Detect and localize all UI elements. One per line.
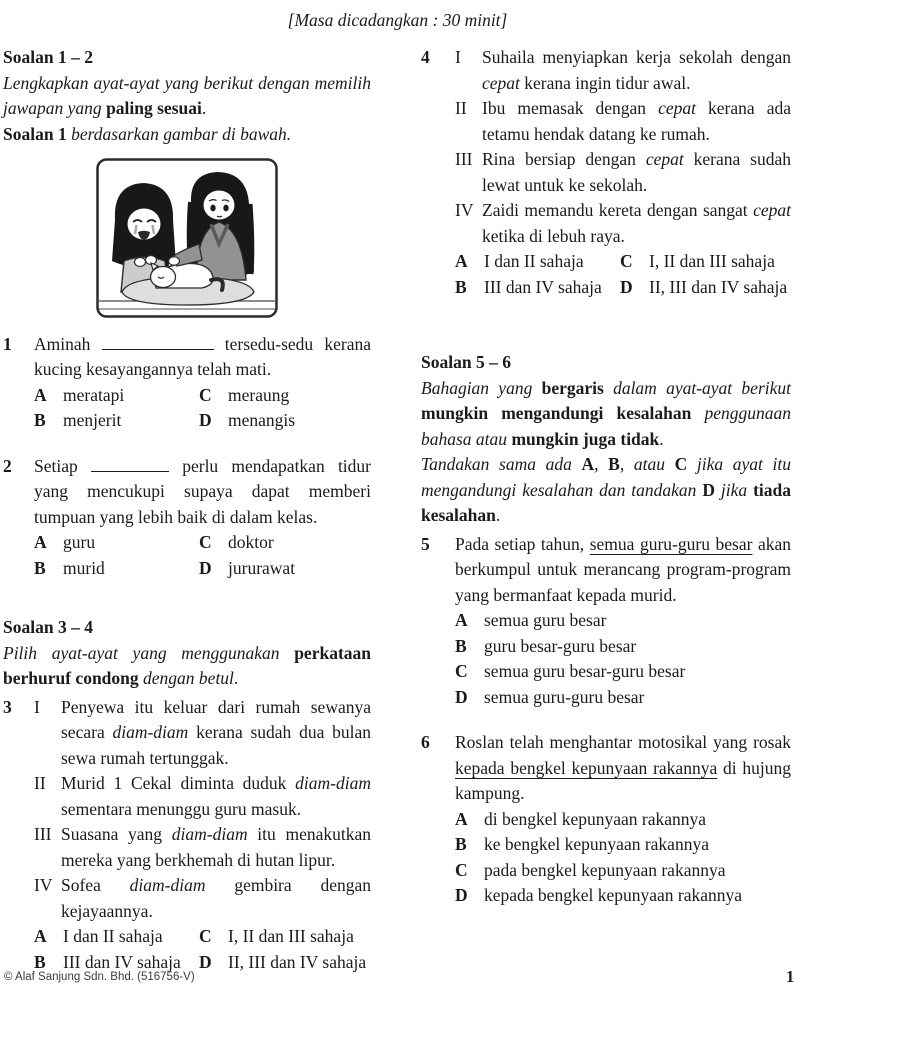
options-group <box>455 608 791 710</box>
question-number: 1 <box>3 333 12 354</box>
text-segment: Aminah <box>34 333 102 354</box>
text-segment: dengan betul <box>143 668 234 688</box>
statement-numeral: II <box>455 98 467 118</box>
statement-IV <box>34 873 371 924</box>
statement-text <box>482 198 791 249</box>
option-D <box>199 556 371 582</box>
instruction-text <box>3 122 371 148</box>
option-text: I, II dan III sahaja <box>649 251 775 271</box>
text-segment: Sofea <box>61 875 130 895</box>
option-text: III dan IV sahaja <box>63 951 181 972</box>
option-letter: C <box>620 251 633 271</box>
option-letter: B <box>455 276 467 297</box>
text-segment: di hujung kampung. <box>455 757 791 803</box>
option-A <box>34 530 199 556</box>
statement-numeral: I <box>34 696 40 717</box>
option-C <box>455 858 791 884</box>
text-segment: diam-diam <box>129 875 206 895</box>
question-1 <box>3 332 371 434</box>
text-segment: A <box>581 454 595 474</box>
text-segment: Suasana yang <box>61 824 172 844</box>
answer-blank <box>91 459 169 472</box>
option-C <box>199 383 371 409</box>
text-segment: kerana ingin tidur awal. <box>519 72 691 93</box>
option-letter: D <box>455 885 468 905</box>
option-C <box>620 249 791 275</box>
options-group <box>455 807 791 909</box>
instruction-text <box>421 452 791 529</box>
text-segment: Pada setiap tahun, <box>455 533 590 554</box>
instruction-text <box>3 71 371 122</box>
option-text: semua guru besar <box>484 610 607 630</box>
option-A <box>455 249 620 275</box>
option-letter: A <box>34 532 47 552</box>
text-segment: Bahagian yang <box>421 377 542 398</box>
text-segment: tersedu-sedu kerana kucing kesayangannya telah mati. <box>34 333 371 379</box>
option-text: ke bengkel kepunyaan rakannya <box>484 834 709 854</box>
answer-blank <box>102 337 214 350</box>
text-segment: jika ayat itu mengandungi kesalahan dan tandakan <box>421 454 791 500</box>
text-segment: Setiap <box>34 455 91 476</box>
option-text: III dan IV sahaja <box>484 276 602 297</box>
options-group <box>455 249 791 300</box>
statement-text <box>482 45 791 96</box>
text-segment: tiada kesalahan <box>421 479 791 525</box>
underlined-phrase: semua guru-guru besar <box>589 533 753 554</box>
text-segment: cepat <box>482 72 520 93</box>
options-group <box>34 530 371 581</box>
text-segment: ketika di lebuh raya. <box>482 225 625 246</box>
option-letter: C <box>199 384 212 405</box>
text-segment: C <box>674 454 688 474</box>
question-content <box>455 45 791 300</box>
option-text: semua guru-guru besar <box>484 686 645 707</box>
question-4 <box>421 45 791 300</box>
option-D <box>455 883 791 909</box>
option-text: doktor <box>228 532 274 552</box>
statement-III <box>455 147 791 198</box>
option-D <box>455 685 791 711</box>
text-segment: cepat <box>658 98 696 118</box>
question-number: 2 <box>3 455 12 476</box>
option-C <box>455 659 791 685</box>
text-segment: diam-diam <box>295 773 371 793</box>
text-segment: gembira dengan kejayaannya. <box>61 875 371 921</box>
text-segment: dalam ayat-ayat berikut <box>603 377 791 398</box>
text-segment: cepat <box>645 149 684 169</box>
question-3 <box>3 695 371 976</box>
statement-numeral: III <box>455 149 473 169</box>
question-text <box>34 332 371 383</box>
option-text: II, III dan IV sahaja <box>649 276 788 297</box>
option-text: jururawat <box>228 557 296 578</box>
section-title: Soalan 3 – 4 <box>3 617 93 637</box>
option-text: menjerit <box>63 410 122 430</box>
option-text: menangis <box>228 410 296 430</box>
text-segment: . <box>495 505 501 525</box>
text-segment: paling sesuai <box>106 98 202 118</box>
text-segment: kerana ada tetamu hendak datang ke rumah. <box>482 98 792 144</box>
option-letter: A <box>455 808 468 829</box>
text-segment: . <box>659 428 664 449</box>
text-segment: Roslan telah menghantar motosikal yang rosak <box>455 732 791 752</box>
page-number: 1 <box>786 967 795 986</box>
option-letter: D <box>455 686 468 707</box>
option-letter: B <box>34 410 46 430</box>
option-A <box>455 608 791 634</box>
copyright-notice: © Alaf Sanjung Sdn. Bhd. (516756-V) <box>4 971 195 983</box>
option-text: semua guru besar-guru besar <box>484 661 686 681</box>
option-text: I dan II sahaja <box>484 251 584 271</box>
option-text: II, III dan IV sahaja <box>228 951 367 972</box>
text-segment: diam-diam <box>171 824 248 844</box>
text-segment: , atau <box>619 454 675 474</box>
statement-numeral: II <box>34 773 46 793</box>
option-letter: A <box>455 610 468 630</box>
option-A <box>34 383 199 409</box>
statement-numeral: III <box>34 824 52 844</box>
text-segment: itu menakutkan mereka yang berkhemah di hutan lipur. <box>61 824 371 870</box>
question-number: 6 <box>421 732 430 752</box>
option-letter: A <box>34 384 47 405</box>
question-content <box>34 332 371 434</box>
option-letter: A <box>34 926 47 946</box>
statement-text <box>482 96 791 147</box>
text-segment: akan berkumpul untuk merancang program-program yang bermanfaat kepada murid. <box>455 533 791 605</box>
option-text: I, II dan III sahaja <box>228 926 354 946</box>
text-segment: Soalan 1 <box>3 123 72 144</box>
option-A <box>34 924 199 950</box>
text-segment: diam-diam <box>112 722 189 742</box>
question-2 <box>3 454 371 582</box>
text-segment: mungkin mengandungi kesalahan <box>421 403 692 423</box>
time-allowed-header: [Masa dicadangkan : 30 minit] <box>287 10 508 30</box>
question-text <box>455 730 791 807</box>
option-text: guru <box>63 532 96 552</box>
section-title: Soalan 5 – 6 <box>421 352 511 372</box>
instruction-text <box>3 641 371 692</box>
text-segment: Suhaila menyiapkan kerja sekolah dengan <box>482 47 791 67</box>
statement-text <box>61 771 371 822</box>
option-letter: D <box>199 410 212 430</box>
statement-text <box>61 695 371 772</box>
question-number: 4 <box>421 47 430 67</box>
text-segment: jika <box>714 479 754 500</box>
statement-numeral: IV <box>455 200 474 220</box>
option-B <box>34 408 199 434</box>
text-segment: cepat <box>753 200 791 220</box>
option-letter: C <box>455 661 468 681</box>
option-letter: B <box>34 951 46 972</box>
text-segment: perlu mendapatkan tidur yang mencukupi supaya dapat memberi tumpuan yang lebih baik di dalam kelas. <box>34 455 371 527</box>
option-C <box>199 924 371 950</box>
option-B <box>455 275 620 301</box>
text-segment: Ibu memasak dengan <box>482 98 659 118</box>
option-letter: C <box>199 532 212 552</box>
option-B <box>455 634 791 660</box>
underlined-phrase: kepada bengkel kepunyaan rakannya <box>455 757 718 778</box>
question-number: 5 <box>421 533 430 554</box>
text-segment: perkataan berhuruf condong <box>3 642 371 688</box>
option-letter: D <box>620 276 633 297</box>
left-column <box>3 45 371 975</box>
option-letter: D <box>199 557 212 578</box>
text-segment: Murid 1 Cekal diminta duduk <box>61 773 296 793</box>
option-text: I dan II sahaja <box>63 926 163 946</box>
right-column <box>421 45 791 909</box>
question-number: 3 <box>3 696 12 717</box>
option-text: pada bengkel kepunyaan rakannya <box>484 859 726 880</box>
text-segment: Lengkapkan ayat-ayat yang berikut dengan memilih jawapan yang <box>3 72 371 118</box>
text-segment: kerana sudah dua bulan sewa rumah tertunggak. <box>61 722 371 768</box>
option-letter: B <box>455 834 467 854</box>
option-B <box>455 832 791 858</box>
option-letter: A <box>455 251 468 271</box>
instruction-text <box>421 376 791 453</box>
question-content <box>34 695 371 976</box>
question-content <box>455 532 791 711</box>
option-text: murid <box>63 557 105 578</box>
statement-numeral: IV <box>34 875 53 895</box>
option-D <box>620 275 791 301</box>
statement-text <box>482 147 791 198</box>
option-letter: D <box>199 951 212 972</box>
text-segment: B <box>608 454 620 474</box>
option-A <box>455 807 791 833</box>
text-segment: Zaidi memandu kereta dengan sangat <box>482 200 754 220</box>
option-C <box>199 530 371 556</box>
options-group <box>34 924 371 975</box>
statement-II <box>455 96 791 147</box>
statement-II <box>34 771 371 822</box>
option-text: di bengkel kepunyaan rakannya <box>484 808 707 829</box>
statement-IV <box>455 198 791 249</box>
option-text: guru besar-guru besar <box>484 635 637 656</box>
question-6 <box>421 730 791 909</box>
option-letter: B <box>455 635 467 656</box>
text-segment: D <box>702 479 715 500</box>
option-text: meratapi <box>63 384 125 405</box>
text-segment: berdasarkan gambar di bawah. <box>71 123 292 144</box>
statement-I <box>455 45 791 96</box>
option-text: meraung <box>228 384 290 405</box>
options-group <box>34 383 371 434</box>
question-content <box>34 454 371 582</box>
question-5 <box>421 532 791 711</box>
girls-comforting-cat-illustration <box>3 158 371 326</box>
statement-text <box>61 873 371 924</box>
text-segment: mungkin juga tidak <box>511 428 660 449</box>
text-segment: Rina bersiap dengan <box>482 149 646 169</box>
statement-III <box>34 822 371 873</box>
question-text <box>34 454 371 531</box>
text-segment: , <box>594 454 609 474</box>
option-letter: B <box>34 557 46 578</box>
statement-numeral: I <box>455 47 461 67</box>
section-title: Soalan 1 – 2 <box>3 47 93 67</box>
text-segment: Pilih ayat-ayat yang menggunakan <box>3 642 295 663</box>
statement-I <box>34 695 371 772</box>
statement-text <box>61 822 371 873</box>
text-segment: kerana sudah lewat untuk ke sekolah. <box>482 149 791 195</box>
option-D <box>199 408 371 434</box>
girls-and-cat-drawing <box>96 158 278 318</box>
option-letter: C <box>199 926 212 946</box>
text-segment: bergaris <box>541 377 604 398</box>
text-segment: penggunaan bahasa atau <box>421 403 791 449</box>
text-segment: . <box>233 668 239 688</box>
option-B <box>34 556 199 582</box>
option-letter: C <box>455 859 468 880</box>
text-segment: . <box>201 98 207 118</box>
question-text <box>455 532 791 609</box>
text-segment: Tandakan sama ada <box>421 454 582 474</box>
option-D <box>199 950 371 976</box>
text-segment: sementara menunggu guru masuk. <box>61 798 302 819</box>
option-text: kepada bengkel kepunyaan rakannya <box>484 885 743 905</box>
question-content <box>455 730 791 909</box>
text-segment: Penyewa itu keluar dari rumah sewanya secara <box>61 696 371 742</box>
